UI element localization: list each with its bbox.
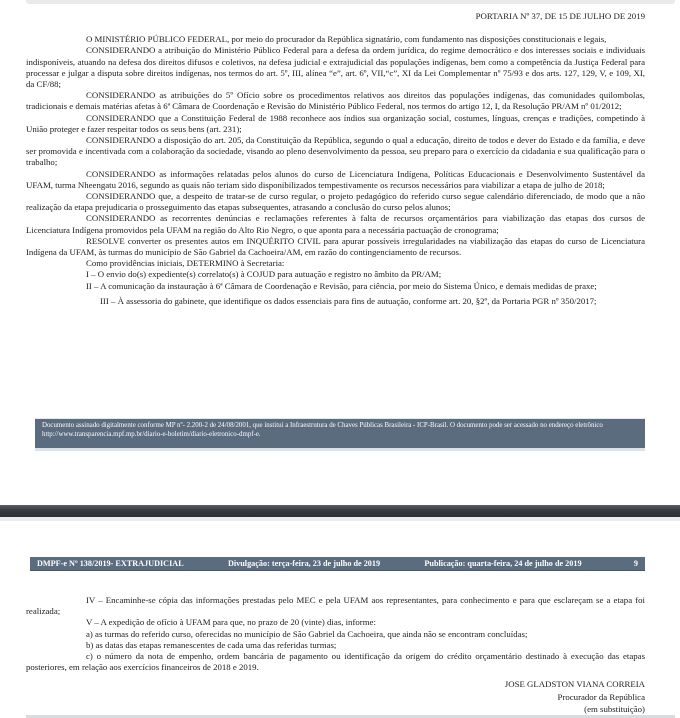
page1-body <box>26 11 645 307</box>
paragraph-item-a: a) as turmas do referido curso, oferecidas no município de São Gabriel da Cachoeira, que ainda não se encontram concluídas; <box>86 628 528 639</box>
signer-note: (em substituição) <box>584 703 645 714</box>
page-separator-bar <box>0 505 680 521</box>
paragraph-determino: Como providências iniciais, DETERMINO à Secretaria: <box>86 258 285 269</box>
header-divulgacao-label: Divulgação: terça-feira, 23 de julho de 2019 <box>227 559 381 568</box>
paragraph-considerando-1: CONSIDERANDO a atribuição do Ministério Público Federal para a defesa da ordem jurídica, do regime democrático e dos interesses sociais e individuais indisponíveis, atuando na defesa dos direitos difusos e coletivos, na defesa judicial e extrajudicial das populações indígenas, bem como a competência da Justiça Federal para processar e julgar a disputa sobre direitos indígenas, nos termos do art. 5º, III, alínea “e”, art. 6º, VII,“c”, XI da Lei Complementar nº 75/93 e dos arts. 127, 129, V, e 109, XI, da CF/88; <box>26 45 645 90</box>
paragraph-item-iii: III – À assessoria do gabinete, que identifique os dados essenciais para fins de autuação, conforme art. 20, §2º, da Portaria PGR nº 350/2017; <box>100 295 597 306</box>
paragraph-considerando-5: CONSIDERANDO as informações relatadas pelos alunos do curso de Licenciatura Indígena, Políticas Educacionais e Desenvolvimento Sustentável da UFAM, turma Nheengatu 2016, segundo as quais não teriam sido disponibilizados tempestivamente os recursos necessários para viabilizar a etapa de julho de 2018; <box>26 168 645 190</box>
header-page-number: 9 <box>633 559 638 568</box>
page2-body <box>26 595 645 715</box>
paragraph-item-c: c) o número da nota de empenho, ordem bancária de pagamento ou identificação da origem do crédito orçamentário destinado à execução das etapas posteriores, em relação aos exercícios financeiros de 2018 e 2019. <box>26 651 645 673</box>
previous-element-edge <box>26 0 675 4</box>
diario-header-bar <box>30 557 645 571</box>
paragraph-item-i: I – O envio do(s) expediente(s) correlato(s) à COJUD para autuação e registro no âmbito da PR/AM; <box>86 269 442 280</box>
signer-name: JOSE GLADSTON VIANA CORREIA <box>504 679 645 690</box>
digital-signature-banner <box>35 419 645 448</box>
paragraph-considerando-6: CONSIDERANDO que, a despeito de tratar-se de curso regular, o projeto pedagógico do referido curso segue calendário diferenciado, de modo que a não realização da etapa prejudicaria o prosseguimento das etapas subsequentes, atrasando a conclusão do curso pelos alunos; <box>26 191 645 213</box>
paragraph-item-b: b) as datas das etapas remanescentes de cada uma das referidas turmas; <box>86 639 337 650</box>
paragraph-considerando-4: CONSIDERANDO a disposição do art. 205, da Constituição da República, segundo o qual a educação, direito de todos e dever do Estado e da família, e deve ser promovida e incentivada com a colaboração da sociedade, visando ao pleno desenvolvimento da pessoa, seu preparo para o exercício da cidadania e sua qualificação para o trabalho; <box>26 135 645 168</box>
paragraph-item-ii: II – A comunicação da instauração à 6ª Câmara de Coordenação e Revisão, para ciência, por meio do Sistema Único, e demais medidas de praxe; <box>86 280 597 291</box>
header-edition-label: DMPF-e Nº 138/2019- EXTRAJUDICIAL <box>37 559 184 568</box>
paragraph-considerando-7: CONSIDERANDO as recorrentes denúncias e reclamações referentes à falta de recursos orçamentários para viabilização das etapas dos cursos de Licenciatura Indígena promovidos pela UFAM na região do Alto Rio Negro, o que aponta para a necessária pactuação de cronograma; <box>26 213 645 235</box>
portaria-title: PORTARIA Nº 37, DE 15 DE JULHO DE 2019 <box>475 11 645 21</box>
paragraph-item-v: V – A expedição de ofício à UFAM para que, no prazo de 20 (vinte) dias, informe: <box>86 617 376 628</box>
signer-role: Procurador da República <box>557 691 645 702</box>
paragraph-resolve: RESOLVE converter os presentes autos em INQUÉRITO CIVIL para apurar possíveis irregularidades na viabilização das etapas do curso de Licenciatura Indígena da UFAM, às turmas do município de São Gabriel da Cachoeira/AM, em razão do contingenciamento de recursos. <box>26 235 645 258</box>
signature-block <box>26 678 645 715</box>
paragraph-preamble: O MINISTÉRIO PÚBLICO FEDERAL, por meio do procurador da República signatário, com fundamento nas disposições constitucionais e legais, <box>86 34 607 45</box>
digital-signature-banner-text: Documento assinado digitalmente conforme MP nº- 2.200-2 de 24/08/2001, que institui a Infraestrutura de Chaves Públicas Brasileira - ICP-Brasil. O documento pode ser acessado no endereço eletrônico http://www.transparencia.mpf.mp.br/diario-e-boletim/diario-eletronico-dmpf-e. <box>42 422 603 438</box>
paragraph-item-iv: IV – Encaminhe-se cópia das informações prestadas pelo MEC e pela UFAM aos representantes, para conhecimento e para que esclareçam se a etapa foi realizada; <box>26 595 645 617</box>
header-publicacao-label: Publicação: quarta-feira, 24 de julho de 2019 <box>424 559 582 568</box>
paragraph-considerando-2: CONSIDERANDO as atribuições do 5º Ofício sobre os procedimentos relativos aos direitos das populações indígenas, das comunidades quilombolas, tradicionais e demais matérias afetas à 6ª Câmara de Coordenação e Revisão do Ministério Público Federal, nos termos do artigo 12, I, da Resolução PR/AM nº 01/2012; <box>26 90 645 112</box>
paragraph-considerando-3: CONSIDERANDO que a Constituição Federal de 1988 reconhece aos índios sua organização social, costumes, línguas, crenças e tradições, competindo à União proteger e fazer respeitar todos os seus bens (art. 231); <box>26 112 645 134</box>
